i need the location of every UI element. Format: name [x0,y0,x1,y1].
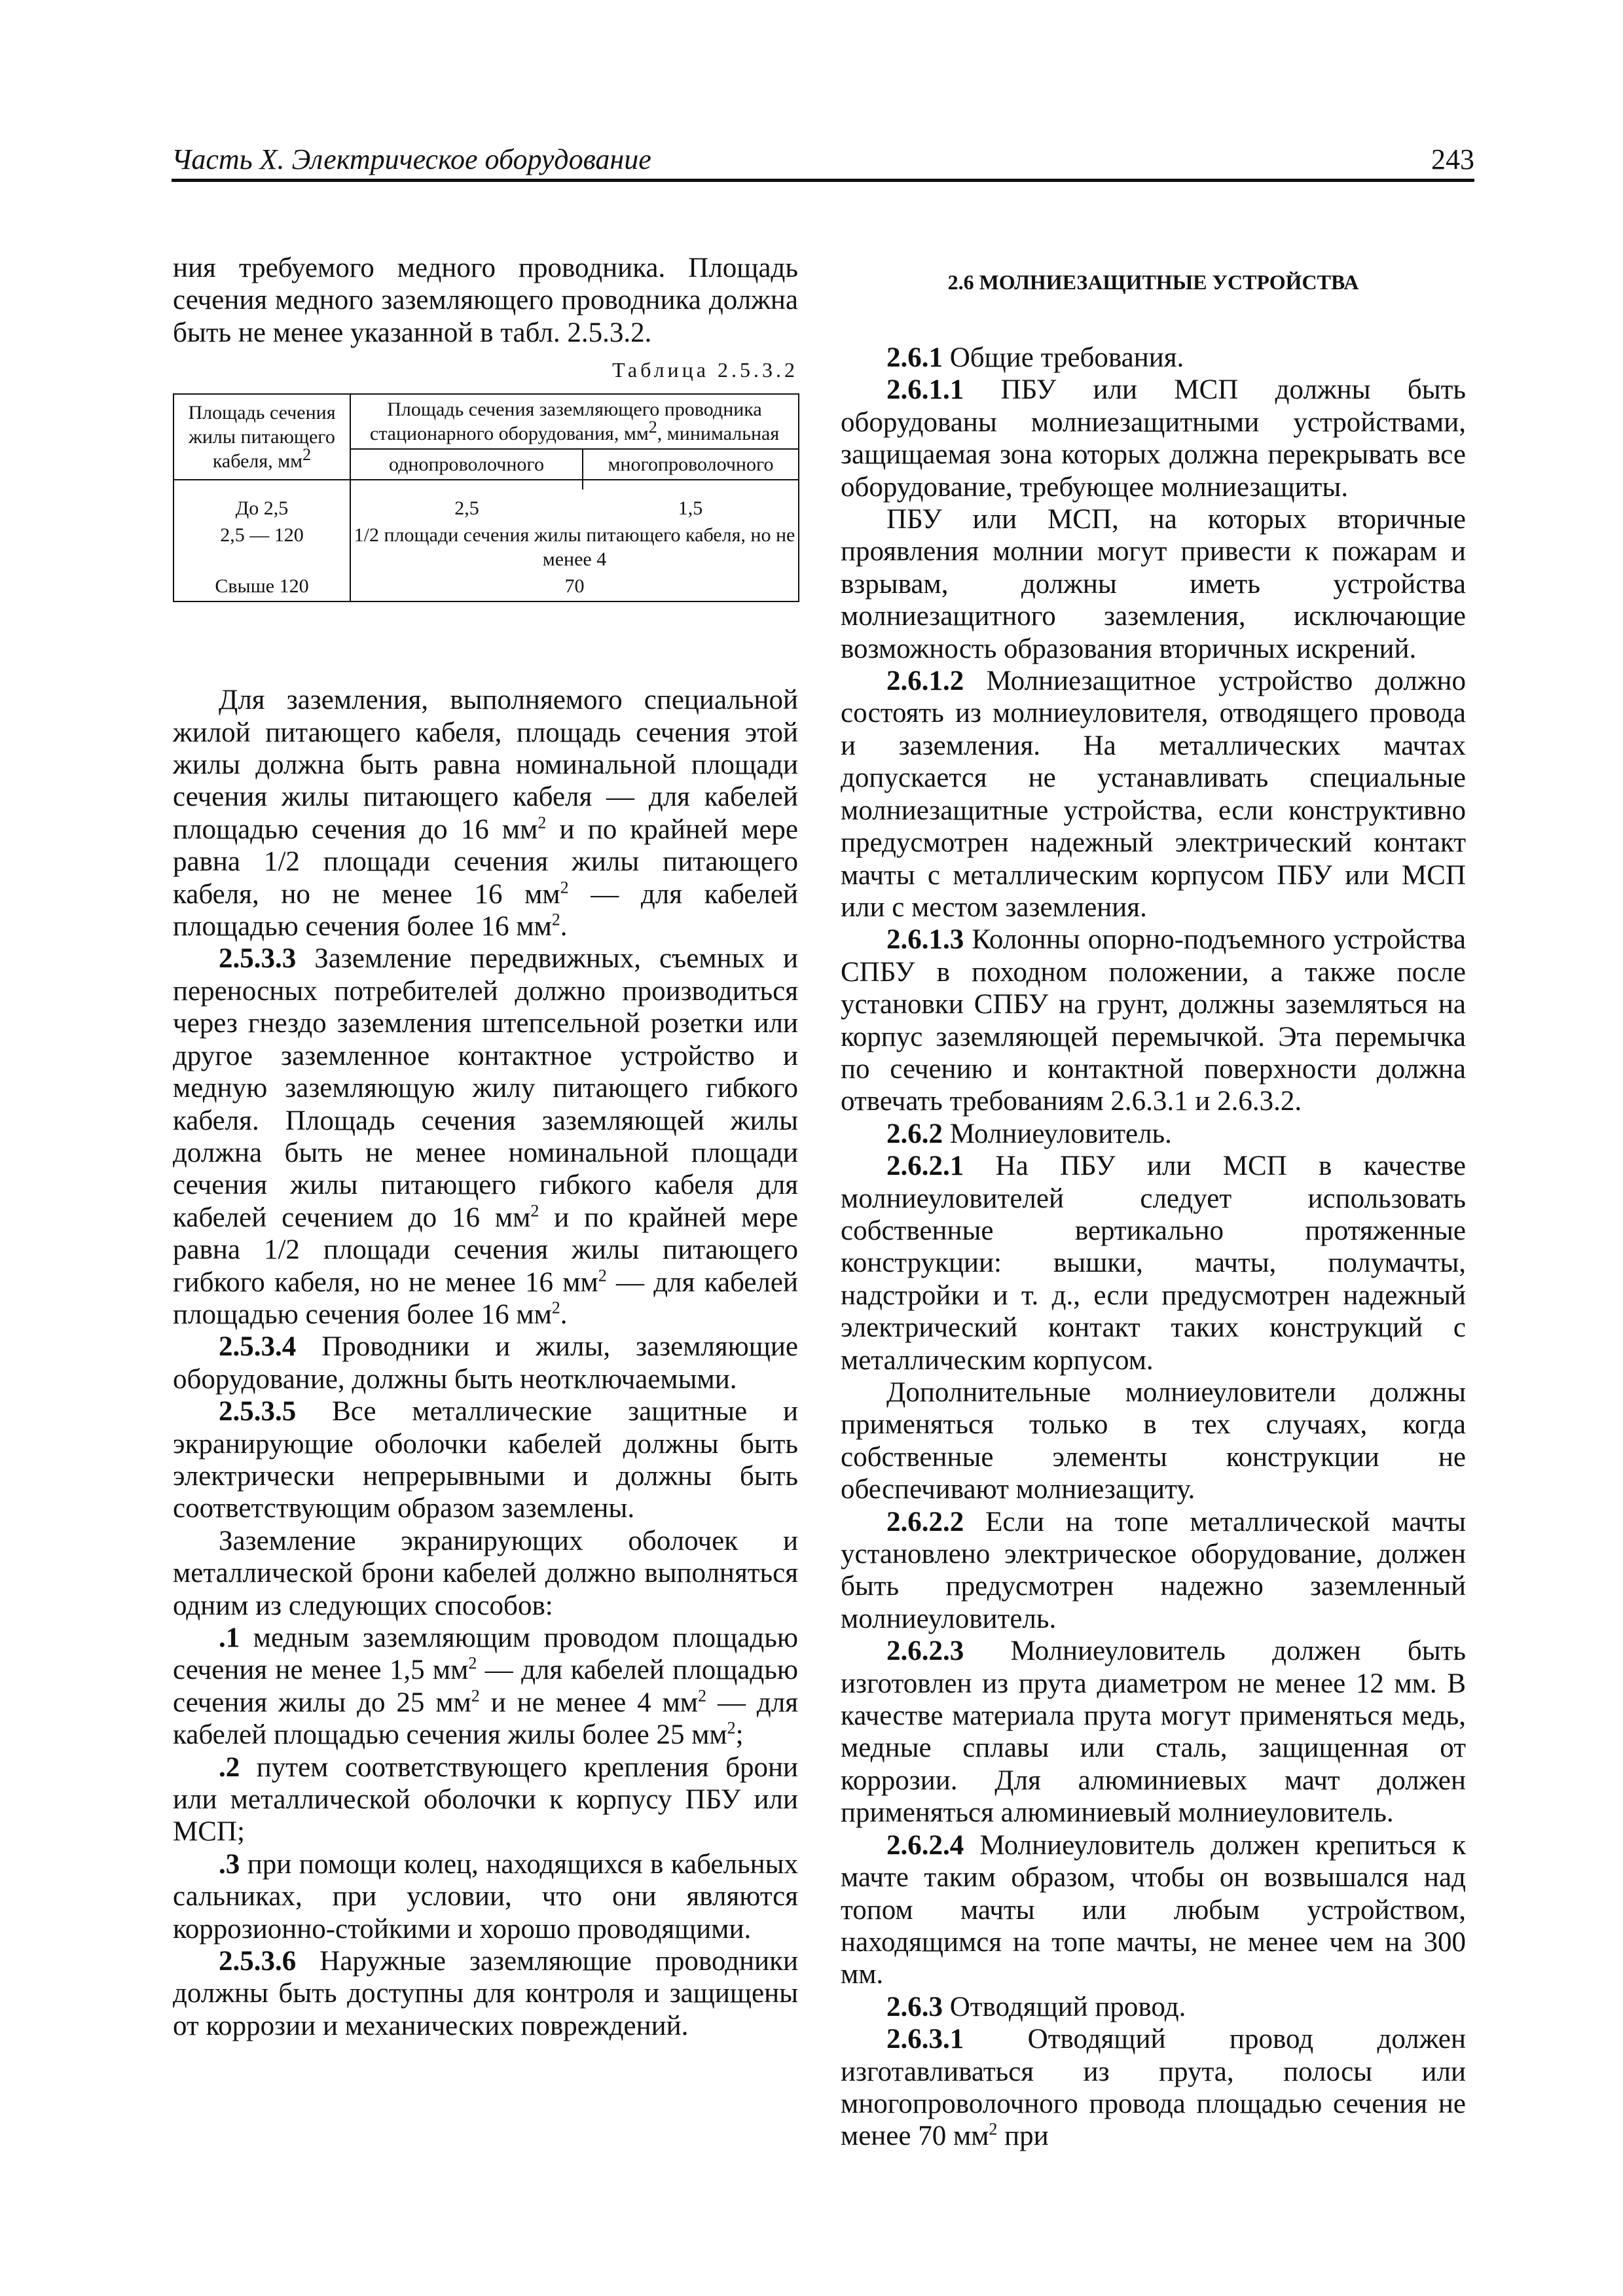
table-row [173,573,799,601]
left-column [173,252,798,2042]
paragraph: 2.6.2.3 Молниеуловитель должен быть изготовлен из прута диаметром не менее 12 мм. В качестве материала прута могут применяться медь, медные сплавы или сталь, защищенная от коррозии. Для алюминиевых мачт должен применяться алюминиевый молниеуловитель. [841,1636,1466,1829]
paragraph: 2.5.3.6 Наружные заземляющие проводники должны быть доступны для контроля и защищены от коррозии и механических повреждений. [173,1946,798,2041]
list-item: .3 при помощи колец, находящихся в кабельных сальниках, при условии, что они являются коррозионно-стойкими и хорошо проводящими. [173,1848,798,1945]
paragraph: Дополнительные молниеуловители должны применяться только в тех случаях, когда собственные элементы конструкции не обеспечивают молниезащиту. [841,1377,1466,1505]
paragraph: 2.6.2.2 Если на топе металлической мачты установлено электрическое оборудование, должен быть предусмотрен надежно заземленный молниеуловитель. [841,1506,1466,1634]
running-title: Часть X. Электрическое оборудование [172,143,651,175]
section-title: 2.6 МОЛНИЕЗАЩИТНЫЕ УСТРОЙСТВА [947,270,1359,294]
page-number: 243 [1431,143,1474,175]
paragraph: ПБУ или МСП, на которых вторичные проявления молнии могут привести к пожарам и взрывам, должны иметь устройства молниезащитного заземления, исключающие возможность образования вторичных искрений. [841,504,1466,664]
table-header-cable-section: Площадь сечения жилы питающего кабеля, $мм^2$ [173,394,350,480]
table-row [173,522,799,573]
table-cell: 2,5 [350,490,583,522]
paragraph: 2.5.3.4 Проводники и жилы, заземляющие оборудование, должны быть неотключаемыми. [173,1331,798,1395]
paragraph: 2.6.1.1 ПБУ или МСП должны быть оборудованы молниезащитными устройствами, защищаемая зона которых должна перекрывать все оборудование, требующее молниезащиты. [841,374,1466,503]
header-rule [172,179,1474,182]
table-cell: 1/2 площади сечения жилы питающего кабеля, но не менее 4 [350,522,799,573]
paragraph: Заземление экранирующих оболочек и металлической брони кабелей должно выполняться одним из следующих способов: [173,1525,798,1621]
paragraph: Для заземления, выполняемого специальной жилой питающего кабеля, площадь сечения этой жилы должна быть равна номинальной площади сечения жилы питающего кабеля — для кабелей площадью сечения до 16 $мм^2$ и по крайней мере равна 1/2 площади сечения жилы питающего кабеля, но не менее 16 $мм^2$ — для кабелей площадью сечения более 16 $мм^2$. [173,685,798,942]
paragraph: 2.6.1.2 Молниезащитное устройство должно состоять из молниеуловителя, отводящего провода и заземления. На металлических мачтах допускается не устанавливать специальные молниезащитные устройства, если конструктивно предусмотрен надежный электрический контакт мачты с металлическим корпусом ПБУ или МСП или с местом заземления. [841,666,1466,923]
paragraph: ния требуемого медного проводника. Площадь сечения медного заземляющего проводника должна быть не менее указанной в табл. 2.5.3.2. [173,253,798,348]
grounding-table [173,393,799,602]
table-cell: До 2,5 [173,490,350,522]
table-cell: Свыше 120 [173,573,350,601]
right-column [841,252,1466,2153]
paragraph: 2.6.2.1 На ПБУ или МСП в качестве молниеуловителей следует использовать собственные вертикально протяженные конструкции: вышки, мачты, полумачты, надстройки и т. д., если предусмотрен надежный электрический контакт таких конструкций с металлическим корпусом. [841,1151,1466,1376]
table-cell: 1,5 [583,490,799,522]
table-subheader-single-wire: однопроволочного [350,449,583,480]
table-caption: Таблица 2.5.3.2 [612,358,798,382]
table-cell: 2,5 — 120 [173,522,350,573]
table-header-conductor-section: Площадь сечения заземляющего проводника стационарного оборудования, $мм^2$, минимальная [350,394,799,449]
list-item: .2 путем соответствующего крепления брони или металлической оболочки к корпусу ПБУ или МСП; [173,1751,798,1848]
table-row [173,490,799,522]
subsection-heading: 2.6.1 Общие требования. [886,342,1184,373]
subsection-heading: 2.6.2 Молниеуловитель. [886,1118,1172,1149]
paragraph: 2.6.3.1 Отводящий провод должен изготавливаться из прута, полосы или многопроволочного провода площадью сечения не менее 70 $мм^2$ при [841,2024,1466,2152]
paragraph: 2.5.3.5 Все металлические защитные и экранирующие оболочки кабелей должны быть электрически непрерывными и должны быть соответствующим образом заземлены. [173,1396,798,1524]
paragraph: 2.5.3.3 Заземление передвижных, съемных и переносных потребителей должно производиться через гнездо заземления штепсельной розетки или другое заземленное контактное устройство и медную заземляющую жилу питающего гибкого кабеля. Площадь сечения заземляющей жилы должна быть не менее номинальной площади сечения жилы питающего гибкого кабеля для кабелей сечением до 16 $мм^2$ и по крайней мере равна 1/2 площади сечения жилы питающего гибкого кабеля, но не менее 16 $мм^2$ — для кабелей площадью сечения более 16 $мм^2$. [173,943,798,1330]
paragraph: 2.6.1.3 Колонны опорно-подъемного устройства СПБУ в походном положении, а также после установки СПБУ на грунт, должны заземляться на корпус заземляющей перемычкой. Эта перемычка по сечению и контактной поверхности должна отвечать требованиям 2.6.3.1 и 2.6.3.2. [841,924,1466,1117]
page-header [172,143,1474,182]
subsection-heading: 2.6.3 Отводящий провод. [886,1991,1186,2022]
table-cell: 70 [350,573,799,601]
paragraph: 2.6.2.4 Молниеуловитель должен крепиться к мачте таким образом, чтобы он возвышался над топом мачты или любым устройством, находящимся на топе мачты, не менее чем на 300 мм. [841,1829,1466,1990]
table-subheader-multi-wire: многопроволочного [583,449,799,480]
list-item: .1 медным заземляющим проводом площадью сечения не менее 1,5 $мм^2$ — для кабелей площадью сечения жилы до 25 $мм^2$ и не менее 4 $мм^2$ — для кабелей площадью сечения жилы более 25 $мм^2$; [173,1623,798,1751]
